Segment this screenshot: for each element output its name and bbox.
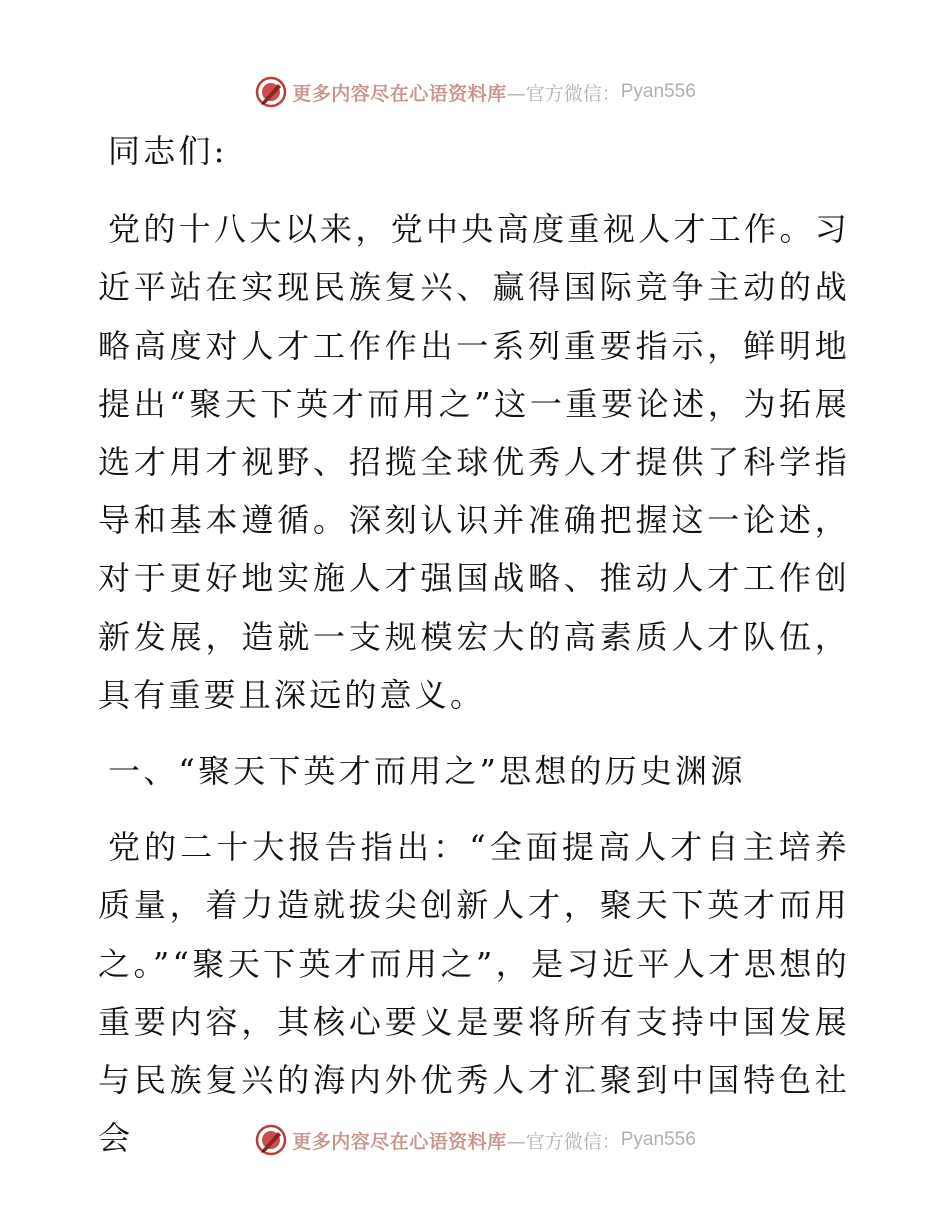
watermark-official-label: —官方微信：: [506, 82, 621, 105]
watermark-official-label: —官方微信：: [506, 1130, 621, 1153]
watermark-brand: 更多内容尽在心语资料库: [292, 82, 507, 105]
salutation: 同志们:: [108, 132, 228, 170]
watermark-footer: [0, 1118, 950, 1162]
pen-logo-icon: [254, 75, 288, 109]
watermark-brand: 更多内容尽在心语资料库: [292, 1130, 507, 1153]
section-heading-1: 一、“聚天下英才而用之”思想的历史渊源: [108, 752, 746, 791]
pen-logo-icon: [254, 1123, 288, 1157]
watermark-wechat-id: Pyan556: [620, 81, 696, 102]
document-body: [98, 122, 850, 1167]
watermark-header: [0, 70, 950, 114]
watermark-wechat-id: Pyan556: [620, 1129, 696, 1150]
paragraph-intro: 党的十八大以来，党中央高度重视人才工作。习近平站在实现民族复兴、赢得国际竞争主动的战略高度对人才工作作出一系列重要指示，鲜明地提出“聚天下英才而用之”这一重要论述，为拓展选才用才视野、招揽全球优秀人才提供了科学指导和基本遵循。深刻认识并准确把握这一论述，对于更好地实施人才强国战略、推动人才工作创新发展，造就一支规模宏大的高素质人才队伍，具有重要且深远的意义。: [98, 210, 850, 714]
paragraph-section-1: 党的二十大报告指出：“全面提高人才自主培养质量，着力造就拔尖创新人才，聚天下英才而用之。”“聚天下英才而用之”，是习近平人才思想的重要内容，其核心要义是要将所有支持中国发展与民族复兴的海内外优秀人才汇聚到中国特色社会: [98, 828, 850, 1158]
